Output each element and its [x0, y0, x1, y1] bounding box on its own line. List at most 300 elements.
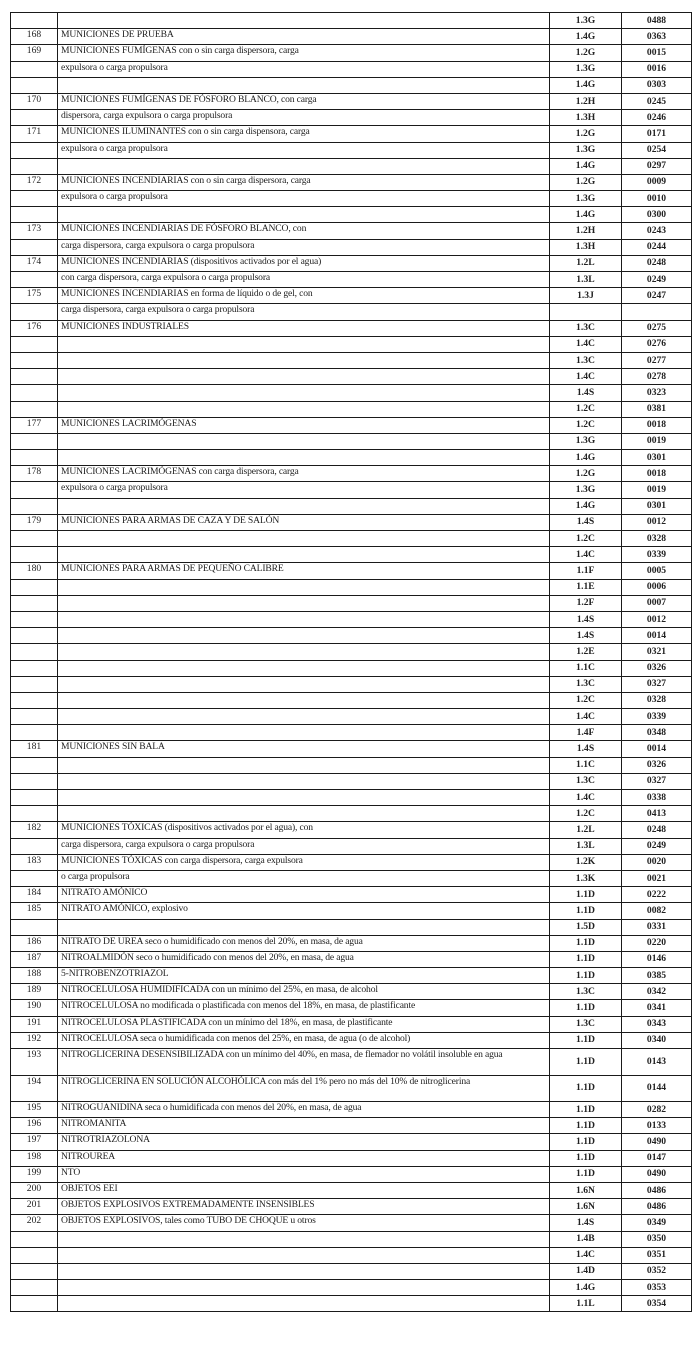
un-number-cell: 0297 [622, 158, 692, 174]
un-number-cell: 0331 [622, 919, 692, 935]
un-number-cell: 0278 [622, 369, 692, 385]
entry-number-cell [11, 838, 58, 854]
table-row [11, 1280, 692, 1296]
entry-number-cell: 181 [11, 741, 58, 757]
table-row [11, 304, 692, 320]
table-row [11, 854, 692, 870]
un-number-cell: 0019 [622, 433, 692, 449]
un-number-cell: 0327 [622, 773, 692, 789]
entry-number-cell [11, 1296, 58, 1312]
un-number-cell: 0381 [622, 401, 692, 417]
division-class-cell: 1.1L [550, 1296, 622, 1312]
entry-number-cell: 189 [11, 984, 58, 1000]
division-class-cell: 1.4C [550, 790, 622, 806]
table-row [11, 352, 692, 368]
table-row [11, 45, 692, 61]
un-number-cell: 0015 [622, 45, 692, 61]
description-cell [58, 433, 550, 449]
un-number-cell: 0343 [622, 1016, 692, 1032]
table-row [11, 1166, 692, 1182]
description-cell: NITRATO AMÓNICO [58, 887, 550, 903]
table-row [11, 595, 692, 611]
description-cell [58, 547, 550, 563]
un-number-cell: 0354 [622, 1296, 692, 1312]
description-cell: carga dispersora, carga expulsora o carga propulsora [58, 838, 550, 854]
division-class-cell: 1.1D [550, 1166, 622, 1182]
entry-number-cell: 190 [11, 1000, 58, 1016]
description-cell: expulsora o carga propulsora [58, 482, 550, 498]
un-number-cell: 0490 [622, 1166, 692, 1182]
description-cell [58, 385, 550, 401]
un-number-cell: 0277 [622, 352, 692, 368]
entry-number-cell: 187 [11, 951, 58, 967]
table-row [11, 563, 692, 579]
table-row [11, 822, 692, 838]
entry-number-cell [11, 61, 58, 77]
description-cell [58, 1296, 550, 1312]
description-cell [58, 498, 550, 514]
table-row [11, 1263, 692, 1279]
entry-number-cell: 176 [11, 320, 58, 336]
description-cell [58, 369, 550, 385]
table-row [11, 61, 692, 77]
entry-number-cell [11, 611, 58, 627]
division-class-cell: 1.2C [550, 417, 622, 433]
entry-number-cell [11, 304, 58, 320]
division-class-cell: 1.4S [550, 1215, 622, 1231]
division-class-cell: 1.4G [550, 158, 622, 174]
entry-number-cell: 174 [11, 255, 58, 271]
table-row [11, 790, 692, 806]
division-class-cell: 1.2L [550, 822, 622, 838]
table-row [11, 547, 692, 563]
entry-number-cell: 193 [11, 1049, 58, 1076]
un-number-cell: 0082 [622, 903, 692, 919]
un-number-cell: 0338 [622, 790, 692, 806]
description-cell [58, 644, 550, 660]
description-cell [58, 352, 550, 368]
description-cell: con carga dispersora, carga expulsora o carga propulsora [58, 272, 550, 288]
un-number-cell: 0222 [622, 887, 692, 903]
entry-number-cell: 168 [11, 29, 58, 45]
table-row [11, 628, 692, 644]
un-number-cell: 0019 [622, 482, 692, 498]
division-class-cell: 1.3C [550, 773, 622, 789]
division-class-cell: 1.2E [550, 644, 622, 660]
entry-number-cell [11, 1231, 58, 1247]
entry-number-cell: 195 [11, 1102, 58, 1118]
description-cell: expulsora o carga propulsora [58, 191, 550, 207]
entry-number-cell [11, 158, 58, 174]
description-cell [58, 725, 550, 741]
table-row [11, 741, 692, 757]
un-number-cell: 0352 [622, 1263, 692, 1279]
table-row [11, 806, 692, 822]
entry-number-cell: 180 [11, 563, 58, 579]
un-number-cell: 0147 [622, 1150, 692, 1166]
entry-number-cell [11, 676, 58, 692]
un-number-cell: 0490 [622, 1134, 692, 1150]
table-row [11, 838, 692, 854]
description-cell: MUNICIONES FUMÍGENAS con o sin carga dispersora, carga [58, 45, 550, 61]
un-number-cell: 0014 [622, 741, 692, 757]
division-class-cell: 1.3C [550, 320, 622, 336]
description-cell [58, 531, 550, 547]
description-cell: MUNICIONES DE PRUEBA [58, 29, 550, 45]
un-number-cell: 0327 [622, 676, 692, 692]
table-body [11, 13, 692, 1312]
description-cell: MUNICIONES SIN BALA [58, 741, 550, 757]
table-row [11, 1150, 692, 1166]
division-class-cell: 1.3J [550, 288, 622, 304]
table-row [11, 692, 692, 708]
description-cell: expulsora o carga propulsora [58, 61, 550, 77]
entry-number-cell: 182 [11, 822, 58, 838]
table-row [11, 531, 692, 547]
un-number-cell: 0020 [622, 854, 692, 870]
table-row [11, 158, 692, 174]
division-class-cell: 1.4G [550, 450, 622, 466]
un-number-cell: 0010 [622, 191, 692, 207]
table-row [11, 77, 692, 93]
division-class-cell: 1.1E [550, 579, 622, 595]
entry-number-cell: 185 [11, 903, 58, 919]
entry-number-cell: 172 [11, 174, 58, 190]
table-row [11, 239, 692, 255]
description-cell: MUNICIONES FUMÍGENAS DE FÓSFORO BLANCO, con carga [58, 93, 550, 109]
division-class-cell: 1.3C [550, 984, 622, 1000]
un-number-cell: 0326 [622, 660, 692, 676]
table-row [11, 142, 692, 158]
entry-number-cell: 188 [11, 968, 58, 984]
division-class-cell: 1.1D [550, 951, 622, 967]
description-cell [58, 401, 550, 417]
un-number-cell: 0385 [622, 968, 692, 984]
entry-number-cell: 177 [11, 417, 58, 433]
description-cell: NITROCELULOSA HUMIDIFICADA con un mínimo del 25%, en masa, de alcohol [58, 984, 550, 1000]
entry-number-cell [11, 709, 58, 725]
entry-number-cell: 196 [11, 1118, 58, 1134]
table-row [11, 1118, 692, 1134]
division-class-cell: 1.4G [550, 77, 622, 93]
entry-number-cell: 183 [11, 854, 58, 870]
un-number-cell: 0144 [622, 1075, 692, 1102]
un-number-cell: 0143 [622, 1049, 692, 1076]
un-number-cell: 0249 [622, 272, 692, 288]
division-class-cell: 1.3H [550, 239, 622, 255]
division-class-cell: 1.2H [550, 93, 622, 109]
table-row [11, 223, 692, 239]
entry-number-cell [11, 369, 58, 385]
table-row [11, 482, 692, 498]
entry-number-cell [11, 13, 58, 29]
division-class-cell: 1.4G [550, 29, 622, 45]
entry-number-cell [11, 272, 58, 288]
entry-number-cell [11, 401, 58, 417]
division-class-cell: 1.2K [550, 854, 622, 870]
description-cell: MUNICIONES INCENDIARIAS con o sin carga dispersora, carga [58, 174, 550, 190]
un-number-cell: 0133 [622, 1118, 692, 1134]
entry-number-cell [11, 352, 58, 368]
entry-number-cell [11, 725, 58, 741]
table-row [11, 29, 692, 45]
division-class-cell: 1.1D [550, 1150, 622, 1166]
un-number-cell: 0341 [622, 1000, 692, 1016]
entry-number-cell: 197 [11, 1134, 58, 1150]
description-cell [58, 676, 550, 692]
description-cell [58, 77, 550, 93]
entry-number-cell [11, 692, 58, 708]
un-number-cell: 0021 [622, 870, 692, 886]
division-class-cell: 1.4B [550, 1231, 622, 1247]
division-class-cell: 1.6N [550, 1199, 622, 1215]
table-row [11, 288, 692, 304]
table-row [11, 919, 692, 935]
description-cell [58, 336, 550, 352]
table-row [11, 126, 692, 142]
division-class-cell: 1.4C [550, 336, 622, 352]
un-number-cell: 0321 [622, 644, 692, 660]
description-cell [58, 158, 550, 174]
un-number-cell: 0276 [622, 336, 692, 352]
table-row [11, 676, 692, 692]
division-class-cell: 1.2L [550, 255, 622, 271]
division-class-cell: 1.2G [550, 126, 622, 142]
division-class-cell: 1.4F [550, 725, 622, 741]
division-class-cell: 1.2F [550, 595, 622, 611]
table-row [11, 984, 692, 1000]
division-class-cell: 1.3C [550, 352, 622, 368]
un-number-cell: 0244 [622, 239, 692, 255]
entry-number-cell [11, 1263, 58, 1279]
un-number-cell: 0301 [622, 450, 692, 466]
un-number-cell: 0012 [622, 611, 692, 627]
entry-number-cell [11, 498, 58, 514]
un-number-cell: 0245 [622, 93, 692, 109]
table-row [11, 903, 692, 919]
table-row [11, 951, 692, 967]
division-class-cell: 1.2C [550, 692, 622, 708]
un-number-cell: 0016 [622, 61, 692, 77]
entry-number-cell [11, 531, 58, 547]
description-cell [58, 790, 550, 806]
description-cell: NITROCELULOSA no modificada o plastificada con menos del 18%, en masa, de plastificante [58, 1000, 550, 1016]
table-row [11, 1134, 692, 1150]
description-cell [58, 692, 550, 708]
table-row [11, 207, 692, 223]
division-class-cell: 1.4C [550, 369, 622, 385]
description-cell: OBJETOS EXPLOSIVOS EXTREMADAMENTE INSENSIBLES [58, 1199, 550, 1215]
un-number-cell: 0249 [622, 838, 692, 854]
description-cell [58, 773, 550, 789]
table-row [11, 110, 692, 126]
description-cell: MUNICIONES TÓXICAS con carga dispersora, carga expulsora [58, 854, 550, 870]
table-row [11, 887, 692, 903]
division-class-cell: 1.2H [550, 223, 622, 239]
description-cell: NITROGLICERINA DESENSIBILIZADA con un mínimo del 40%, en masa, de flemador no volátil insoluble en agua [58, 1049, 550, 1076]
un-number-cell: 0275 [622, 320, 692, 336]
description-cell [58, 207, 550, 223]
description-cell: MUNICIONES LACRIMÓGENAS [58, 417, 550, 433]
entry-number-cell [11, 773, 58, 789]
entry-number-cell [11, 660, 58, 676]
description-cell [58, 579, 550, 595]
description-cell: NITROUREA [58, 1150, 550, 1166]
un-number-cell: 0342 [622, 984, 692, 1000]
description-cell [58, 1263, 550, 1279]
division-class-cell: 1.4S [550, 514, 622, 530]
description-cell [58, 1231, 550, 1247]
description-cell: 5-NITROBENZOTRIAZOL [58, 968, 550, 984]
division-class-cell: 1.2G [550, 45, 622, 61]
division-class-cell: 1.4S [550, 741, 622, 757]
entry-number-cell: 200 [11, 1182, 58, 1198]
description-cell [58, 611, 550, 627]
entry-number-cell: 178 [11, 466, 58, 482]
entry-number-cell [11, 433, 58, 449]
description-cell: expulsora o carga propulsora [58, 142, 550, 158]
description-cell [58, 595, 550, 611]
description-cell: MUNICIONES INCENDIARIAS en forma de líquido o de gel, con [58, 288, 550, 304]
entry-number-cell: 170 [11, 93, 58, 109]
un-number-cell: 0349 [622, 1215, 692, 1231]
entry-number-cell [11, 757, 58, 773]
division-class-cell: 1.3G [550, 482, 622, 498]
entry-number-cell [11, 806, 58, 822]
entry-number-cell: 169 [11, 45, 58, 61]
division-class-cell: 1.1C [550, 757, 622, 773]
table-row [11, 13, 692, 29]
division-class-cell: 1.3G [550, 142, 622, 158]
division-class-cell: 1.4G [550, 1280, 622, 1296]
description-cell: MUNICIONES PARA ARMAS DE PEQUEÑO CALIBRE [58, 563, 550, 579]
division-class-cell: 1.4S [550, 628, 622, 644]
un-number-cell: 0300 [622, 207, 692, 223]
table-row [11, 725, 692, 741]
un-number-cell: 0007 [622, 595, 692, 611]
un-number-cell: 0348 [622, 725, 692, 741]
description-cell: NITRATO DE UREA seco o humidificado con menos del 20%, en masa, de agua [58, 935, 550, 951]
description-cell: carga dispersora, carga expulsora o carga propulsora [58, 239, 550, 255]
table-row [11, 272, 692, 288]
entry-number-cell [11, 191, 58, 207]
table-row [11, 644, 692, 660]
entry-number-cell [11, 790, 58, 806]
division-class-cell: 1.3G [550, 191, 622, 207]
table-row [11, 709, 692, 725]
description-cell [58, 1247, 550, 1263]
table-row [11, 255, 692, 271]
division-class-cell: 1.1D [550, 1134, 622, 1150]
un-number-cell: 0413 [622, 806, 692, 822]
table-row [11, 611, 692, 627]
table-row [11, 1231, 692, 1247]
entry-number-cell [11, 385, 58, 401]
entry-number-cell: 171 [11, 126, 58, 142]
un-number-cell: 0351 [622, 1247, 692, 1263]
division-class-cell: 1.4D [550, 1263, 622, 1279]
un-number-cell: 0339 [622, 709, 692, 725]
un-number-cell: 0328 [622, 531, 692, 547]
table-row [11, 174, 692, 190]
un-number-cell: 0009 [622, 174, 692, 190]
entry-number-cell: 184 [11, 887, 58, 903]
entry-number-cell: 202 [11, 1215, 58, 1231]
description-cell: MUNICIONES TÓXICAS (dispositivos activados por el agua), con [58, 822, 550, 838]
un-number-cell: 0006 [622, 579, 692, 595]
un-number-cell: 0363 [622, 29, 692, 45]
description-cell [58, 709, 550, 725]
table-row [11, 1102, 692, 1118]
division-class-cell: 1.2G [550, 174, 622, 190]
description-cell: MUNICIONES PARA ARMAS DE CAZA Y DE SALÓN [58, 514, 550, 530]
entry-number-cell [11, 579, 58, 595]
table-row [11, 498, 692, 514]
table-row [11, 773, 692, 789]
explosives-classification-table [10, 12, 692, 1312]
table-row [11, 1032, 692, 1048]
un-number-cell: 0340 [622, 1032, 692, 1048]
un-number-cell: 0486 [622, 1182, 692, 1198]
description-cell: MUNICIONES INCENDIARIAS DE FÓSFORO BLANCO, con [58, 223, 550, 239]
table-row [11, 433, 692, 449]
division-class-cell: 1.3G [550, 61, 622, 77]
table-row [11, 935, 692, 951]
description-cell [58, 919, 550, 935]
table-row [11, 369, 692, 385]
entry-number-cell [11, 1280, 58, 1296]
division-class-cell: 1.3C [550, 1016, 622, 1032]
division-class-cell: 1.2G [550, 466, 622, 482]
entry-number-cell: 173 [11, 223, 58, 239]
un-number-cell: 0303 [622, 77, 692, 93]
entry-number-cell [11, 110, 58, 126]
description-cell [58, 806, 550, 822]
entry-number-cell [11, 644, 58, 660]
entry-number-cell [11, 628, 58, 644]
table-row [11, 1199, 692, 1215]
division-class-cell: 1.4S [550, 611, 622, 627]
division-class-cell: 1.3G [550, 433, 622, 449]
un-number-cell: 0282 [622, 1102, 692, 1118]
entry-number-cell: 186 [11, 935, 58, 951]
table-row [11, 1182, 692, 1198]
table-row [11, 968, 692, 984]
division-class-cell: 1.2C [550, 531, 622, 547]
entry-number-cell: 198 [11, 1150, 58, 1166]
table-row [11, 579, 692, 595]
un-number-cell: 0018 [622, 466, 692, 482]
un-number-cell: 0339 [622, 547, 692, 563]
table-row [11, 191, 692, 207]
un-number-cell: 0220 [622, 935, 692, 951]
un-number-cell: 0248 [622, 822, 692, 838]
un-number-cell: 0248 [622, 255, 692, 271]
un-number-cell: 0488 [622, 13, 692, 29]
division-class-cell: 1.4G [550, 498, 622, 514]
division-class-cell: 1.2C [550, 806, 622, 822]
table-row [11, 870, 692, 886]
entry-number-cell [11, 142, 58, 158]
table-row [11, 514, 692, 530]
division-class-cell: 1.1D [550, 903, 622, 919]
description-cell: MUNICIONES INDUSTRIALES [58, 320, 550, 336]
division-class-cell: 1.5D [550, 919, 622, 935]
entry-number-cell [11, 547, 58, 563]
entry-number-cell [11, 336, 58, 352]
entry-number-cell [11, 919, 58, 935]
division-class-cell: 1.3L [550, 272, 622, 288]
